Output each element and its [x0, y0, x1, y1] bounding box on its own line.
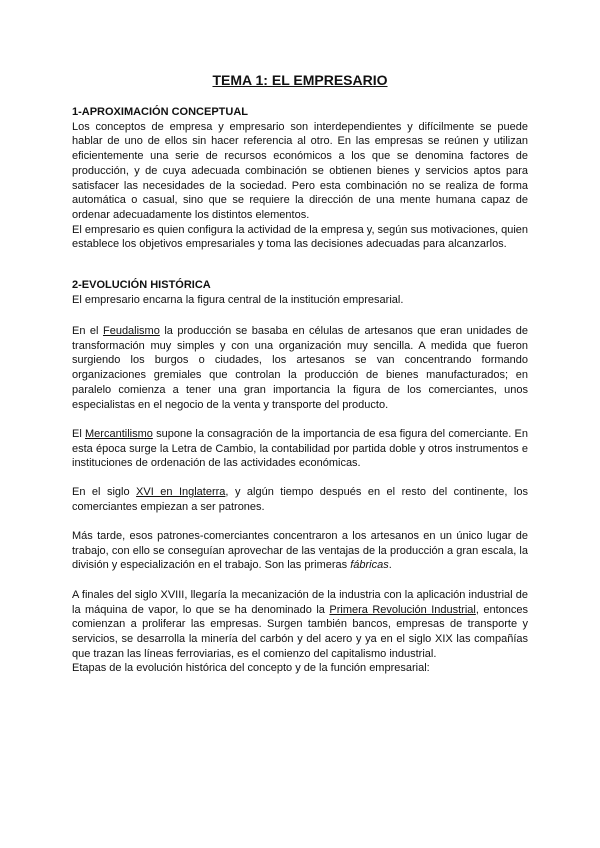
- underlined-term: Primera Revolución Industrial: [329, 603, 476, 616]
- document-title: TEMA 1: EL EMPRESARIO: [212, 72, 388, 88]
- paragraph-feudalismo: En el Feudalismo la producción se basaba en células de artesanos que eran unidades de transformación muy simples y con una organización muy sencilla. A medida que fueron surgiendo los burgos o ciudades, los artesanos se van concentrando formando organizaciones gremiales que controlan la producción de bienes manufacturados; en paralelo comienza a tener una gran importancia la figura de los comerciantes, unos especialistas en el negocio de la venta y transporte del producto.: [72, 325, 528, 411]
- underlined-term: Mercantilismo: [85, 428, 153, 440]
- paragraph: El empresario encarna la figura central de la institución empresarial.: [72, 293, 404, 306]
- section-aproximacion: [72, 105, 528, 252]
- paragraph-etapas: Etapas de la evolución histórica del concepto y de la función empresarial:: [72, 662, 430, 674]
- underlined-term: Feudalismo: [102, 325, 160, 337]
- paragraph-mercantilismo: El Mercantilismo supone la consagración de la importancia de esa figura del comerciante. En esta época surge la Letra de Cambio, la contabilidad por partida doble y otros instrumentos e instituciones de ordenación de las actividades económicas.: [72, 428, 528, 470]
- paragraph: El empresario es quien configura la actividad de la empresa y, según sus motivaciones, quien establece los objetivos empresariales y toma las decisiones adecuadas para alcanzarlos.: [72, 223, 528, 251]
- section-heading: 1-APROXIMACIÓN CONCEPTUAL: [72, 106, 249, 118]
- paragraph-finales-siglo-xviii: A finales del siglo XVIII, llegaría la mecanización de la industria con la aplicación industrial de la máquina de vapor, lo que se ha denominado la Primera Revolución Industrial, entonces comienzan a proliferar las empresas. Surgen también bancos, empresas de transporte y servicios, se desarrolla la minería del carbón y del acero y ya en el siglo XIX las compañías que trazan las líneas ferroviarias, es el comienzo del capitalismo industrial.: [72, 589, 528, 660]
- paragraph-siglo-xvi: En el siglo XVI en Inglaterra, y algún tiempo después en el resto del continente, los comerciantes empiezan a ser patrones.: [72, 486, 528, 513]
- italic-term: fábricas: [350, 559, 389, 572]
- paragraph: Los conceptos de empresa y empresario son interdependientes y difícilmente se puede hablar de uno de ellos sin hacer referencia al otro. En las empresas se reúnen y utilizan eficientemente una serie de recursos económicos a los que se denomina factores de producción, y de cuya adecuada combinación se obtienen bienes y servicios aptos para satisfacer las necesidades de la sociedad. Pero esta combinación no se realiza de forma automática o casual, sino que se requiere la dirección de una mente humana capaz de ordenar adecuadamente los distintos elementos.: [72, 120, 528, 221]
- underlined-term: XVI en Inglaterra: [136, 486, 226, 498]
- paragraph-mas-tarde: Más tarde, esos patrones-comerciantes concentraron a los artesanos en un único lugar de trabajo, con ello se conseguían aprovechar de las ventajas de la producción a gran escala, la división y especialización en el trabajo. Son las primeras fábricas.: [72, 530, 528, 572]
- section-heading: 2-EVOLUCIÓN HISTÓRICA: [72, 279, 211, 291]
- section-evolucion-heading: [72, 278, 528, 307]
